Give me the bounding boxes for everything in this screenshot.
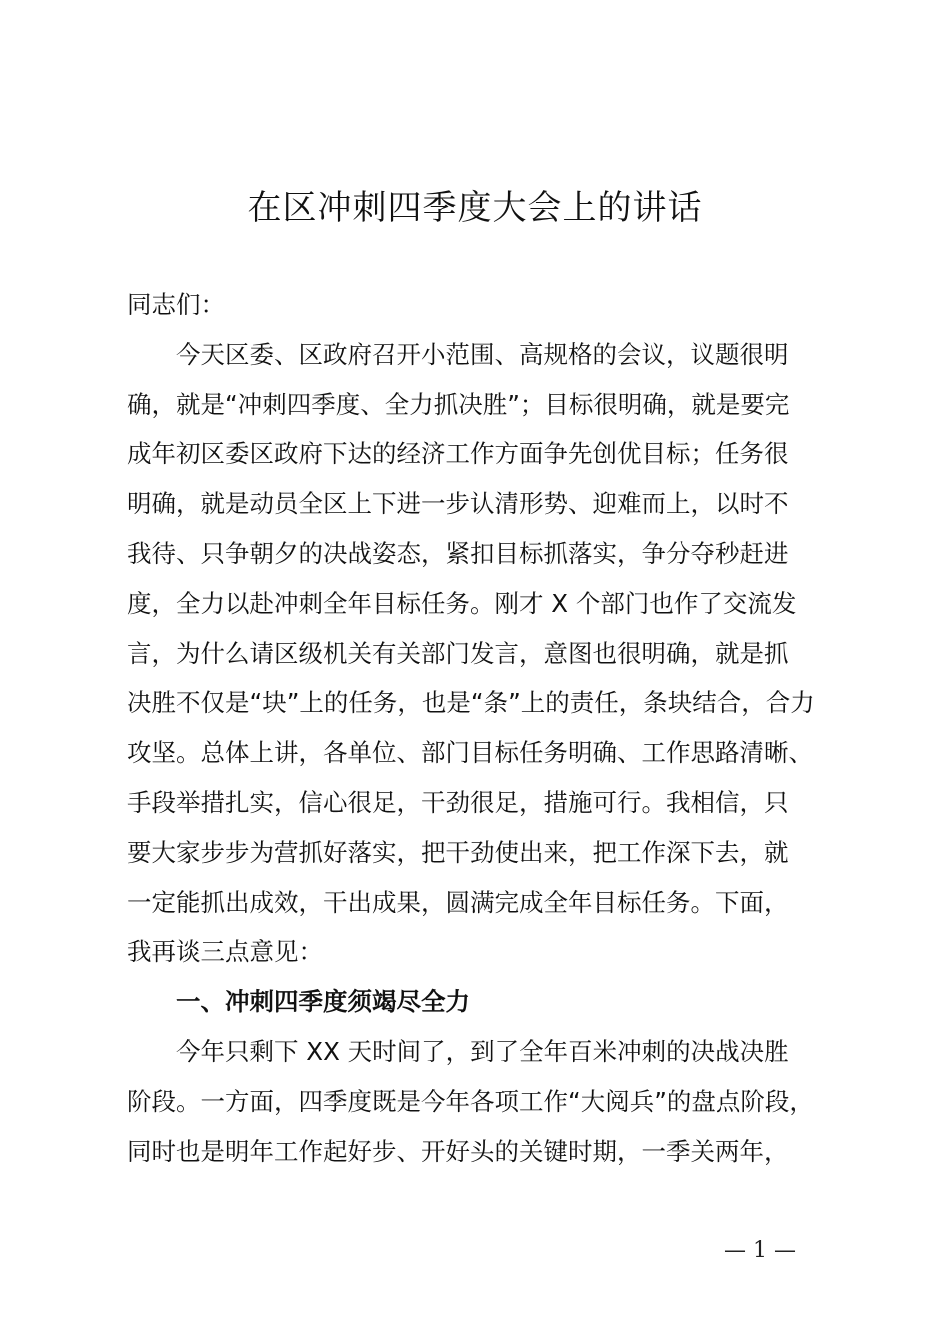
paragraph-line: 成年初区委区政府下达的经济工作方面争先创优目标；任务很 [127, 439, 789, 469]
paragraph-line: 度，全力以赴冲刺全年目标任务。刚才 X 个部门也作了交流发 [127, 588, 797, 618]
section-heading: 一、冲刺四季度须竭尽全力 [127, 987, 470, 1017]
paragraph-line: 攻坚。总体上讲，各单位、部门目标任务明确、工作思路清晰、 [127, 738, 813, 768]
paragraph-line: 我再谈三点意见： [127, 937, 323, 967]
paragraph-line: 今天区委、区政府召开小范围、高规格的会议，议题很明 [127, 339, 789, 369]
paragraph-line: 同时也是明年工作起好步、开好头的关键时期，一季关两年， [127, 1136, 789, 1166]
paragraph-line: 明确，就是动员全区上下进一步认清形势、迎难而上，以时不 [127, 489, 789, 519]
paragraph-line: 要大家步步为营抓好落实，把干劲使出来，把工作深下去，就 [127, 837, 789, 867]
paragraph-line: 手段举措扎实，信心很足，干劲很足，措施可行。我相信，只 [127, 787, 789, 817]
document-body [127, 280, 847, 1176]
document-title: 在区冲刺四季度大会上的讲话 [247, 188, 703, 228]
paragraph-line: 我待、只争朝夕的决战姿态，紧扣目标抓落实，争分夺秒赶进 [127, 538, 789, 568]
paragraph-line: 确，就是“冲刺四季度、全力抓决胜”；目标很明确，就是要完 [127, 389, 790, 419]
salutation-line: 同志们： [127, 290, 225, 319]
paragraph-line: 言，为什么请区级机关有关部门发言，意图也很明确，就是抓 [127, 638, 789, 668]
paragraph-line: 阶段。一方面，四季度既是今年各项工作“大阅兵”的盘点阶段， [127, 1086, 814, 1116]
paragraph-line: 今年只剩下 XX 天时间了，到了全年百米冲刺的决战决胜 [127, 1036, 789, 1066]
paragraph-line: 一定能抓出成效，干出成果，圆满完成全年目标任务。下面， [127, 887, 789, 917]
paragraph-line: 决胜不仅是“块”上的任务，也是“条”上的责任，条块结合，合力 [127, 688, 815, 718]
page-number: — 1 — [724, 1238, 796, 1263]
